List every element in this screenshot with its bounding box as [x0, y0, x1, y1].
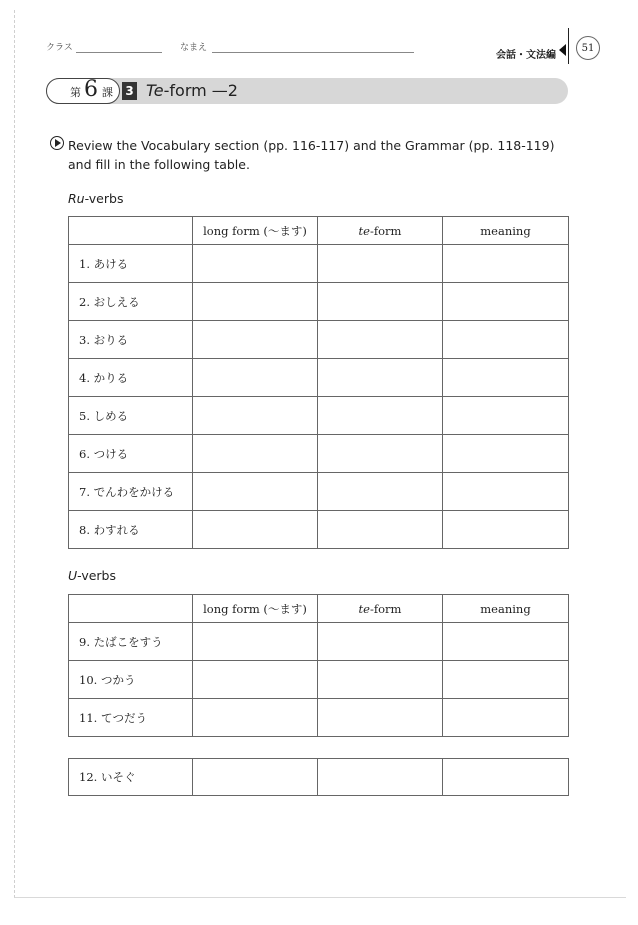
verb-label: 11. てつだう: [69, 699, 193, 737]
long-form-cell[interactable]: [193, 623, 318, 661]
header-meaning: meaning: [443, 217, 569, 245]
long-form-cell[interactable]: [193, 435, 318, 473]
verb-label: 6. つける: [69, 435, 193, 473]
name-label: なまえ: [180, 43, 208, 53]
lesson-number: 6: [84, 77, 98, 102]
table-row: [69, 623, 569, 661]
header-long-form: long form (〜ます): [193, 595, 318, 623]
meaning-cell[interactable]: [443, 661, 569, 699]
te-form-cell[interactable]: [318, 699, 443, 737]
meaning-cell[interactable]: [443, 283, 569, 321]
meaning-cell[interactable]: [443, 397, 569, 435]
meaning-cell[interactable]: [443, 321, 569, 359]
verb-label: 12. いそぐ: [69, 759, 193, 796]
long-form-cell[interactable]: [193, 473, 318, 511]
u-verbs-heading-italic: U: [68, 568, 78, 583]
header-long-form: long form (〜ます): [193, 217, 318, 245]
long-form-cell[interactable]: [193, 661, 318, 699]
exercise-title-te: Te: [146, 81, 164, 100]
te-form-cell[interactable]: [318, 435, 443, 473]
page-number: 51: [576, 36, 600, 60]
u-verbs-heading: [68, 568, 116, 583]
verb-label: 5. しめる: [69, 397, 193, 435]
te-form-cell[interactable]: [318, 283, 443, 321]
table-header-row: [69, 595, 569, 623]
exercise-title-rest: -form —2: [163, 81, 238, 100]
long-form-cell[interactable]: [193, 759, 318, 796]
meaning-cell[interactable]: [443, 623, 569, 661]
te-form-cell[interactable]: [318, 321, 443, 359]
te-form-cell[interactable]: [318, 397, 443, 435]
extra-verb-table: [68, 758, 569, 796]
section-number-badge: 3: [122, 82, 137, 100]
table-row: [69, 321, 569, 359]
verb-label: 1. あける: [69, 245, 193, 283]
long-form-cell[interactable]: [193, 397, 318, 435]
te-form-cell[interactable]: [318, 623, 443, 661]
triangle-left-icon: [559, 44, 566, 56]
u-verbs-table: [68, 594, 569, 737]
te-form-cell[interactable]: [318, 473, 443, 511]
table-row: [69, 359, 569, 397]
table-row: [69, 511, 569, 549]
te-form-cell[interactable]: [318, 359, 443, 397]
long-form-cell[interactable]: [193, 321, 318, 359]
verb-label: 3. おりる: [69, 321, 193, 359]
instruction-text: Review the Vocabulary section (pp. 116-117) and the Grammar (pp. 118-119) and fill in the following table.: [68, 138, 555, 172]
meaning-cell[interactable]: [443, 245, 569, 283]
ru-verbs-heading: [68, 191, 123, 206]
ru-verbs-heading-rest: -verbs: [84, 191, 124, 206]
table-row: [69, 473, 569, 511]
table-header-row: [69, 217, 569, 245]
te-form-cell[interactable]: [318, 759, 443, 796]
u-verbs-heading-rest: -verbs: [77, 568, 117, 583]
header-meaning: meaning: [443, 595, 569, 623]
meaning-cell[interactable]: [443, 359, 569, 397]
header-te-italic: te: [358, 601, 370, 616]
verb-label: 8. わすれる: [69, 511, 193, 549]
header-blank: [69, 595, 193, 623]
ru-verbs-table: [68, 216, 569, 549]
table-row: [69, 661, 569, 699]
name-field[interactable]: [212, 52, 414, 53]
verb-label: 10. つかう: [69, 661, 193, 699]
table-row: [69, 435, 569, 473]
meaning-cell[interactable]: [443, 511, 569, 549]
section-title: 会話・文法編: [496, 50, 556, 61]
header-blank: [69, 217, 193, 245]
header-te-form: [318, 595, 443, 623]
header-te-rest: -form: [369, 601, 402, 616]
class-label: クラス: [46, 43, 73, 53]
long-form-cell[interactable]: [193, 511, 318, 549]
header-te-form: [318, 217, 443, 245]
header-divider: [568, 28, 569, 64]
verb-label: 2. おしえる: [69, 283, 193, 321]
meaning-cell[interactable]: [443, 759, 569, 796]
long-form-cell[interactable]: [193, 699, 318, 737]
lesson-suffix: 課: [102, 86, 113, 99]
verb-label: 9. たばこをすう: [69, 623, 193, 661]
table-row: [69, 283, 569, 321]
header-te-italic: te: [358, 223, 370, 238]
long-form-cell[interactable]: [193, 359, 318, 397]
table-row: [69, 699, 569, 737]
verb-label: 7. でんわをかける: [69, 473, 193, 511]
long-form-cell[interactable]: [193, 283, 318, 321]
class-field[interactable]: [76, 52, 162, 53]
verb-label: 4. かりる: [69, 359, 193, 397]
te-form-cell[interactable]: [318, 661, 443, 699]
exercise-title: [146, 81, 238, 100]
te-form-cell[interactable]: [318, 511, 443, 549]
table-row: [69, 397, 569, 435]
te-form-cell[interactable]: [318, 245, 443, 283]
lesson-prefix: 第: [70, 86, 81, 99]
table-row: [69, 245, 569, 283]
meaning-cell[interactable]: [443, 699, 569, 737]
play-icon: [50, 136, 64, 150]
header-te-rest: -form: [369, 223, 402, 238]
meaning-cell[interactable]: [443, 435, 569, 473]
table-row: [69, 759, 569, 796]
long-form-cell[interactable]: [193, 245, 318, 283]
ru-verbs-heading-italic: Ru: [68, 191, 85, 206]
meaning-cell[interactable]: [443, 473, 569, 511]
